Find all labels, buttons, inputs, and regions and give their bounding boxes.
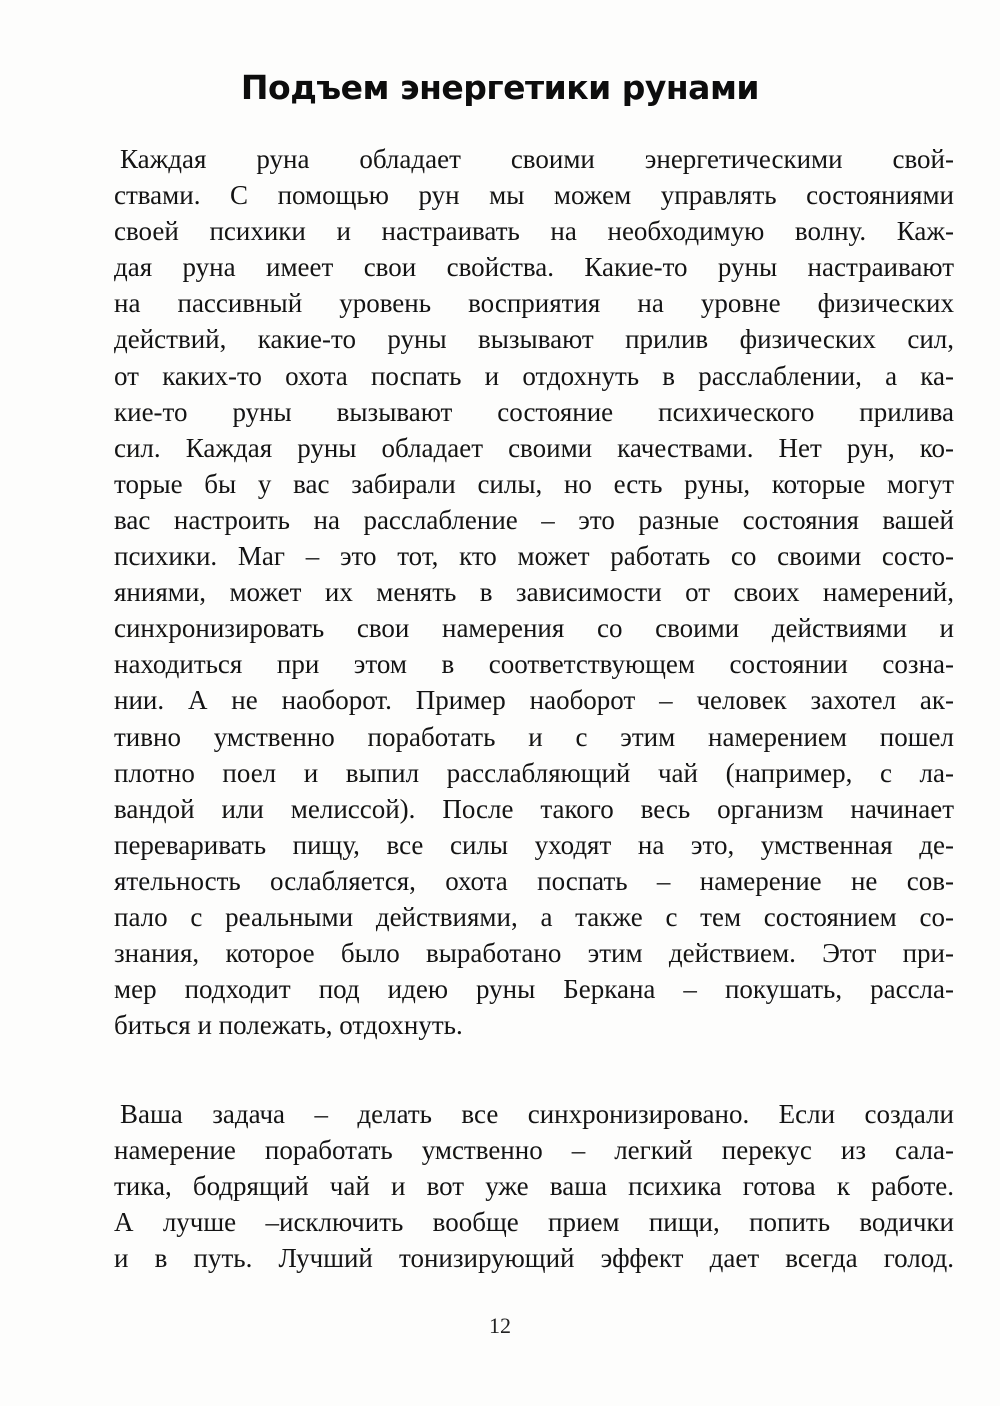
paragraph-2 [114,1096,954,1276]
text-line: ствами. С помощью рун мы можем управлять состояниями [114,180,954,211]
page-title: Подъем энергетики рунами [240,68,760,107]
text-line: Каждая руна обладает своими энергетическими свой- [120,144,954,174]
text-line: на пассивный уровень восприятия на уровне физических [114,288,954,319]
text-line: яниями, может их менять в зависимости от своих намерений, [114,577,954,608]
text-line: вас настроить на расслабление – это разные состояния вашей [114,504,954,535]
paragraph-1 [114,141,954,1043]
text-line: тивно умственно поработать и с этим намерением пошел [114,721,954,752]
text-line: тика, бодрящий чай и вот уже ваша психика готова к работе. [114,1171,954,1202]
text-line: А лучше –исключить вообще прием пищи, попить водички [114,1207,954,1238]
text-line: намерение поработать умственно – легкий перекус из сала- [114,1135,954,1166]
page-number: 12 [489,1313,511,1338]
text-line: действий, какие-то руны вызывают прилив физических сил, [114,324,954,355]
text-line: от каких-то охота поспать и отдохнуть в расслаблении, а ка- [114,360,954,391]
text-line: ятельность ослабляется, охота поспать – намерение не сов- [114,865,954,896]
text-line: плотно поел и выпил расслабляющий чай (например, с ла- [114,757,954,788]
text-line: биться и полежать, отдохнуть. [114,1010,463,1041]
text-line: пало с реальными действиями, а также с тем состоянием со- [114,901,954,932]
text-line: и в путь. Лучший тонизирующий эффект дает всегда голод. [114,1243,954,1274]
text-line: вандой или мелиссой). После такого весь организм начинает [114,793,954,824]
text-line: сил. Каждая руны обладает своими качествами. Нет рун, ко- [114,432,954,463]
text-line: переваривать пищу, все силы уходят на это, умственная де- [114,829,954,860]
text-line: мер подходит под идею руны Беркана – покушать, рассла- [114,974,954,1005]
text-line: знания, которое было выработано этим действием. Этот при- [114,938,954,969]
text-line: психики. Маг – это тот, кто может работать со своими состо- [114,541,954,572]
text-line: кие-то руны вызывают состояние психического прилива [114,396,954,427]
text-line: нии. А не наоборот. Пример наоборот – человек захотел ак- [114,685,954,716]
text-line: Ваша задача – делать все синхронизировано. Если создали [120,1099,954,1129]
text-line: торые бы у вас забирали силы, но есть руны, которые могут [114,468,954,499]
text-line: находиться при этом в соответствующем состоянии созна- [114,649,954,680]
text-line: своей психики и настраивать на необходимую волну. Каж- [114,216,954,247]
text-line: синхронизировать свои намерения со своими действиями и [114,613,954,644]
text-line: дая руна имеет свои свойства. Какие-то руны настраивают [114,252,954,283]
